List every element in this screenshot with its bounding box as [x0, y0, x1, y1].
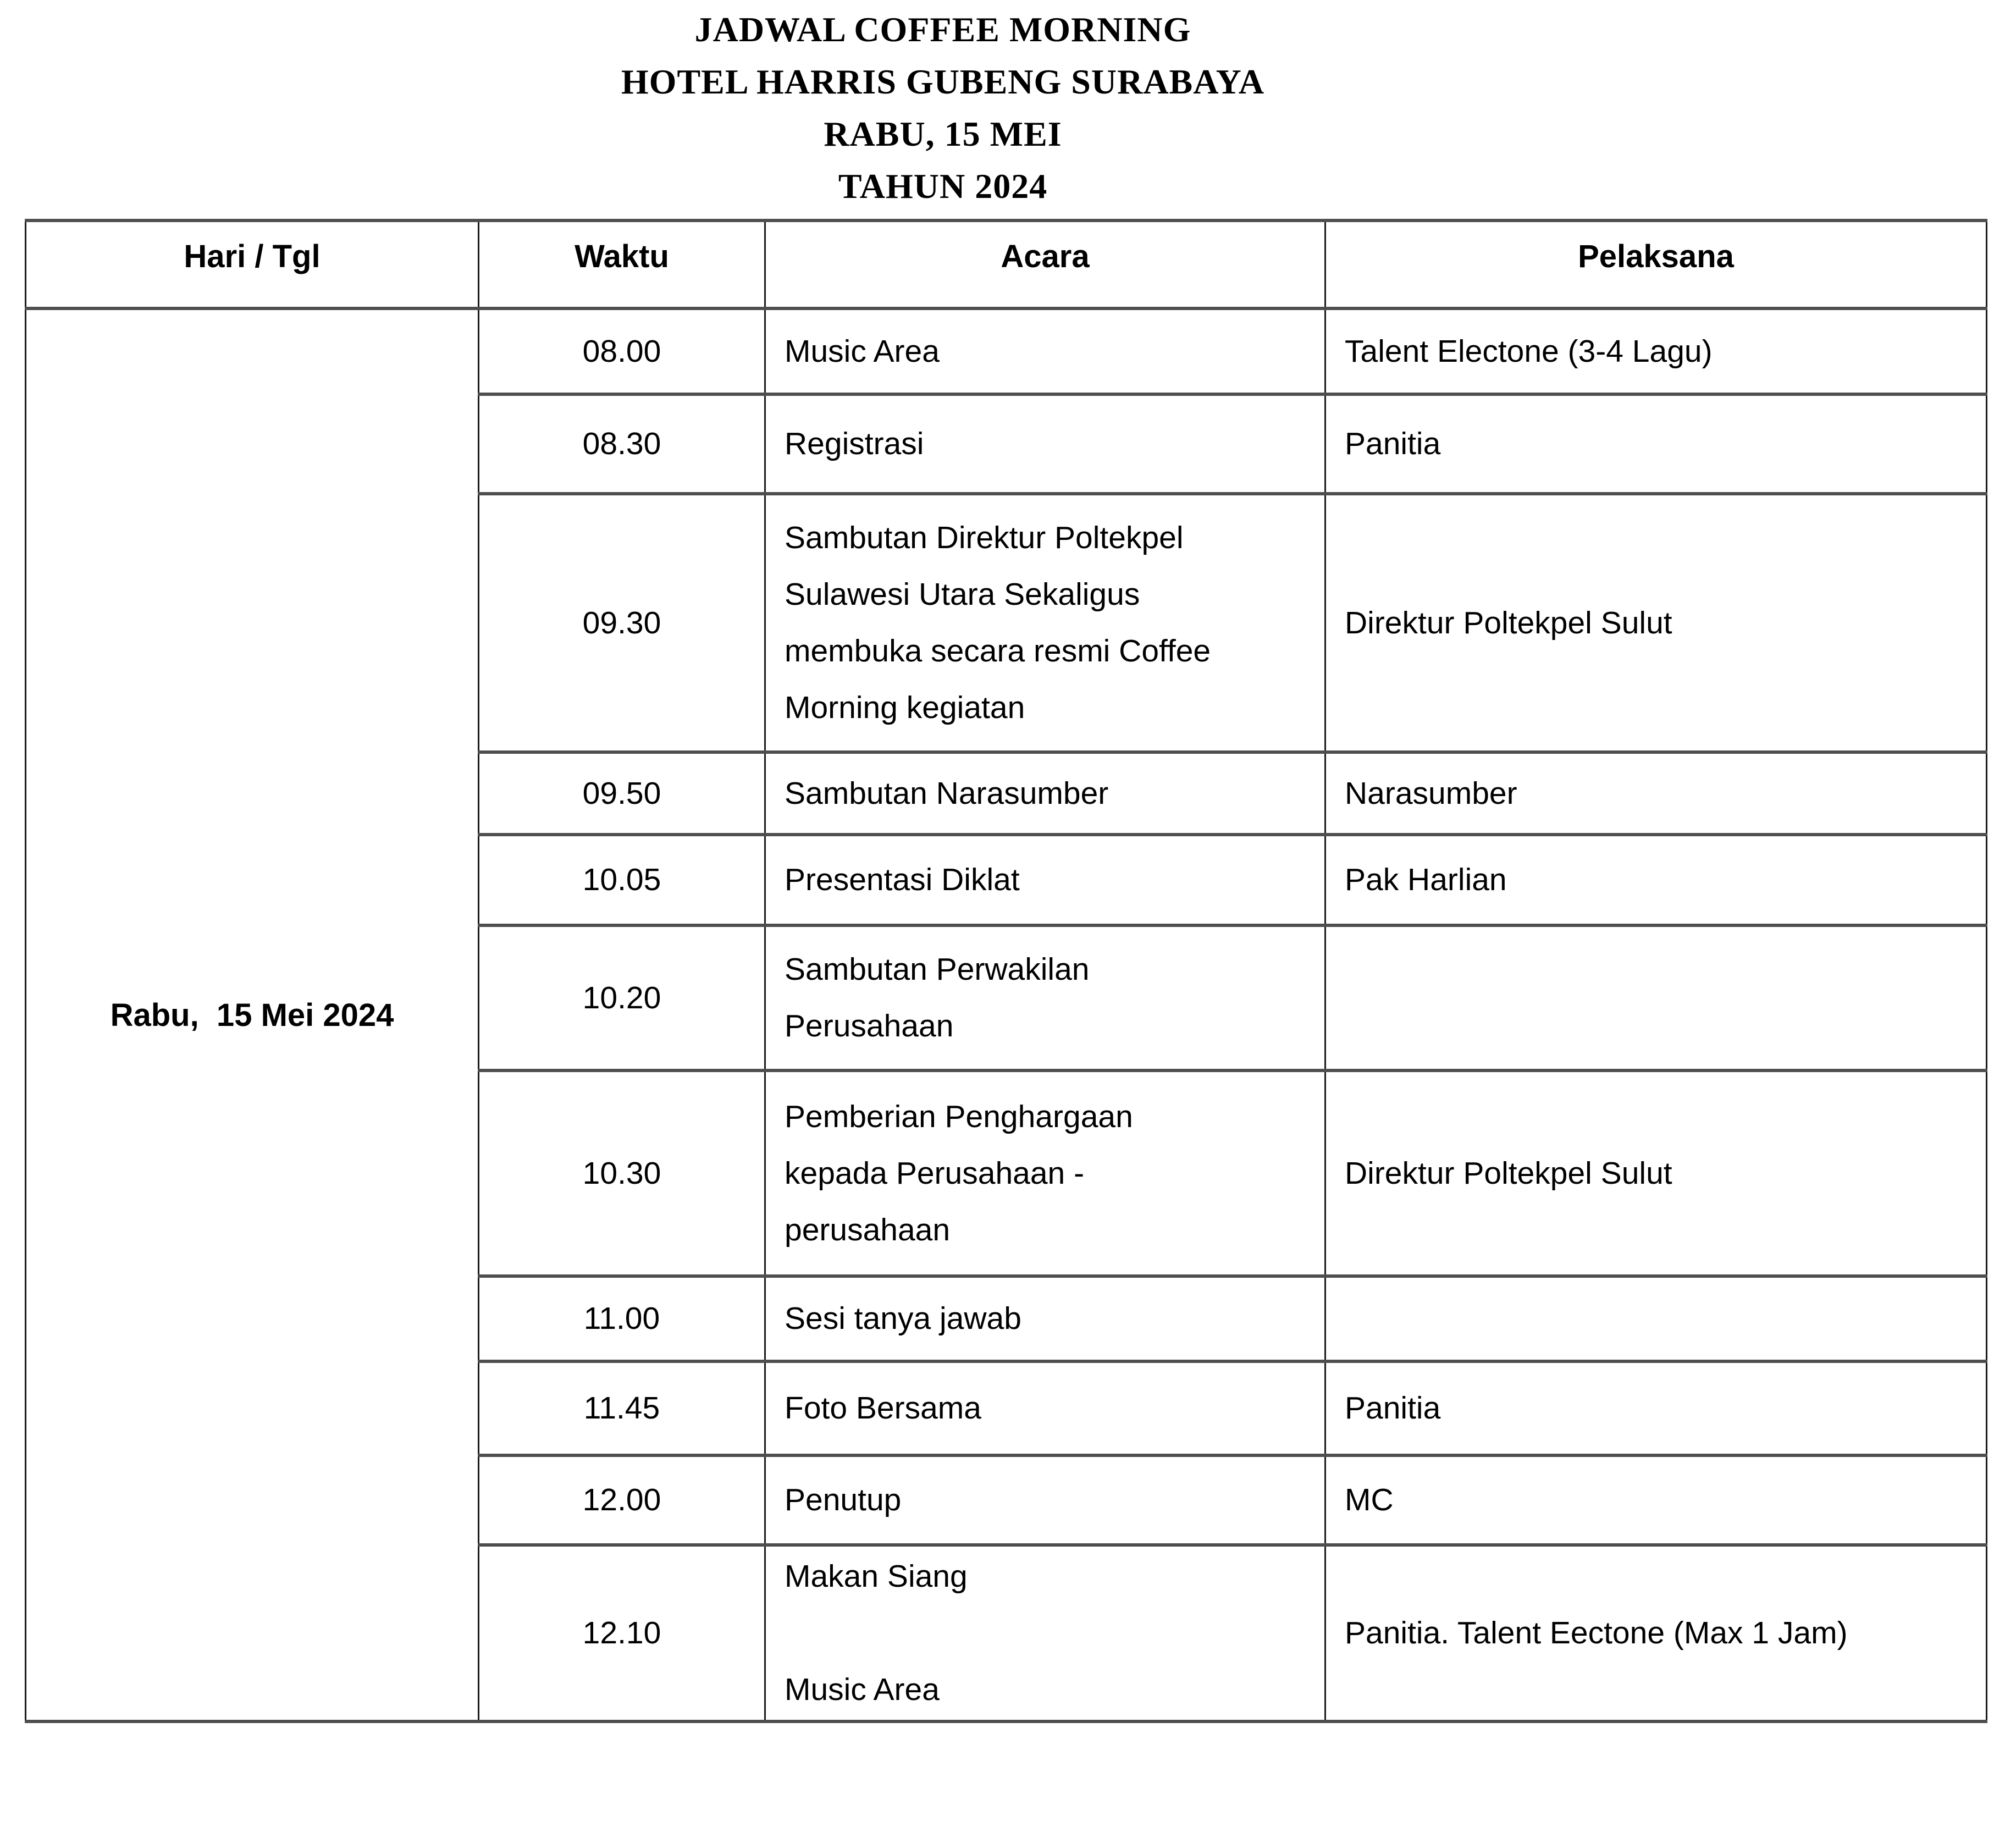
- waktu-cell: 11.45: [479, 1361, 765, 1455]
- acara-line: Sulawesi Utara Sekaligus: [785, 577, 1140, 612]
- title-line-4: TAHUN 2024: [838, 167, 1048, 206]
- acara-cell: [765, 394, 1325, 494]
- acara-line: Music Area: [785, 1672, 940, 1707]
- acara-cell: [765, 1455, 1325, 1545]
- pelaksana-cell: Talent Electone (3-4 Lagu): [1325, 308, 1987, 394]
- acara-line: Music Area: [785, 333, 940, 369]
- acara-line: perusahaan: [785, 1212, 951, 1248]
- header-waktu: Waktu: [479, 220, 765, 308]
- waktu-cell: 09.50: [479, 752, 765, 835]
- acara-cell: [765, 494, 1325, 752]
- acara-line: Sambutan Direktur Poltekpel: [785, 520, 1184, 555]
- acara-cell: [765, 1070, 1325, 1276]
- pelaksana-cell: Panitia. Talent Eectone (Max 1 Jam): [1325, 1545, 1987, 1721]
- acara-line: Pemberian Penghargaan: [785, 1099, 1133, 1134]
- waktu-cell: 12.10: [479, 1545, 765, 1721]
- pelaksana-cell: Direktur Poltekpel Sulut: [1325, 494, 1987, 752]
- waktu-cell: 08.30: [479, 394, 765, 494]
- acara-line: Penutup: [785, 1482, 902, 1517]
- table-header-row: [26, 220, 1987, 308]
- header-pelaksana: Pelaksana: [1325, 220, 1987, 308]
- schedule-table: [25, 219, 1987, 1723]
- acara-line: Perusahaan: [785, 1008, 954, 1044]
- acara-line: kepada Perusahaan -: [785, 1155, 1085, 1191]
- document-title: [0, 3, 1886, 212]
- hari-tgl-cell: Rabu, 15 Mei 2024: [26, 308, 479, 1721]
- pelaksana-cell: Panitia: [1325, 1361, 1987, 1455]
- pelaksana-cell: Direktur Poltekpel Sulut: [1325, 1070, 1987, 1276]
- waktu-cell: 10.30: [479, 1070, 765, 1276]
- header-hari-tgl: Hari / Tgl: [26, 220, 479, 308]
- acara-cell: [765, 1276, 1325, 1361]
- acara-line: Sambutan Narasumber: [785, 775, 1109, 811]
- title-line-2: HOTEL HARRIS GUBENG SURABAYA: [621, 62, 1265, 101]
- title-line-3: RABU, 15 MEI: [824, 114, 1062, 153]
- waktu-cell: 09.30: [479, 494, 765, 752]
- pelaksana-cell: [1325, 925, 1987, 1070]
- waktu-cell: 10.20: [479, 925, 765, 1070]
- acara-line: Makan Siang: [785, 1559, 968, 1594]
- title-line-1: JADWAL COFFEE MORNING: [694, 10, 1191, 49]
- acara-line: Morning kegiatan: [785, 690, 1025, 725]
- pelaksana-cell: Pak Harlian: [1325, 835, 1987, 925]
- acara-line: Registrasi: [785, 426, 924, 461]
- waktu-cell: 08.00: [479, 308, 765, 394]
- header-acara: Acara: [765, 220, 1325, 308]
- acara-line: Presentasi Diklat: [785, 862, 1020, 897]
- acara-cell: [765, 925, 1325, 1070]
- pelaksana-cell: Narasumber: [1325, 752, 1987, 835]
- pelaksana-cell: MC: [1325, 1455, 1987, 1545]
- pelaksana-cell: Panitia: [1325, 394, 1987, 494]
- waktu-cell: 11.00: [479, 1276, 765, 1361]
- waktu-cell: 10.05: [479, 835, 765, 925]
- pelaksana-cell: [1325, 1276, 1987, 1361]
- acara-line: Sambutan Perwakilan: [785, 952, 1090, 987]
- waktu-cell: 12.00: [479, 1455, 765, 1545]
- acara-cell: [765, 752, 1325, 835]
- acara-cell: [765, 1545, 1325, 1721]
- acara-line: Foto Bersama: [785, 1390, 981, 1426]
- acara-cell: [765, 1361, 1325, 1455]
- acara-cell: [765, 835, 1325, 925]
- table-row: [26, 308, 1987, 394]
- acara-line: Sesi tanya jawab: [785, 1301, 1021, 1336]
- acara-line: membuka secara resmi Coffee: [785, 633, 1211, 669]
- acara-cell: [765, 308, 1325, 394]
